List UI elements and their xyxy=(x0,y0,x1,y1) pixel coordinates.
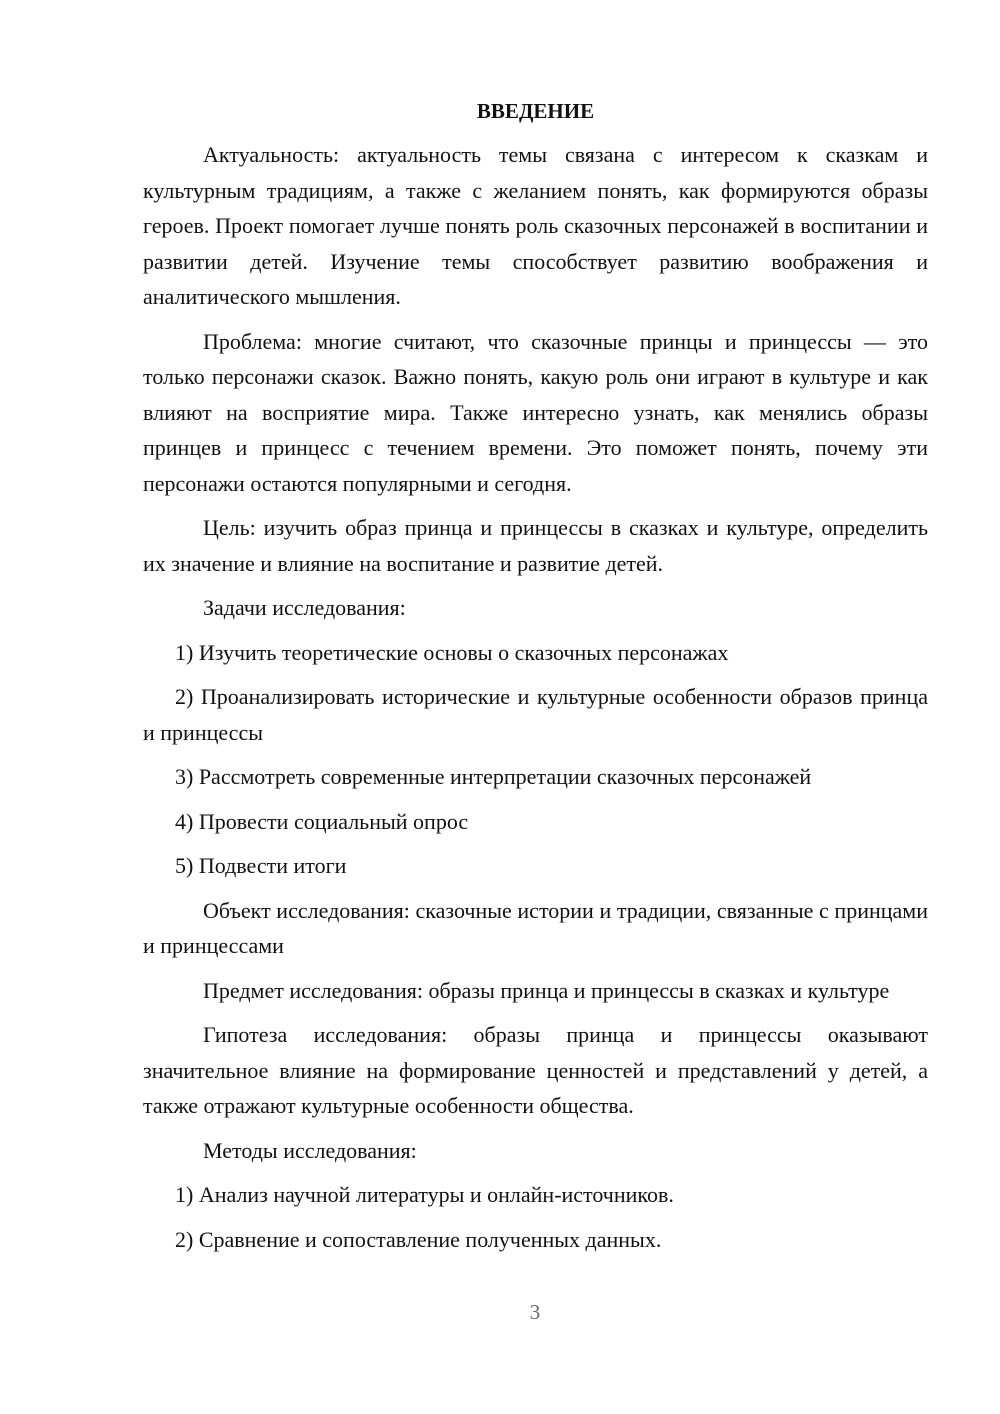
document-body xyxy=(143,95,928,1266)
subject-paragraph: Предмет исследования: образы принца и принцессы в сказках и культуре xyxy=(203,977,890,1003)
relevance-paragraph: Актуальность: актуальность темы связана с интересом к сказкам и культурным традициям, а также с желанием понять, как формируются образы героев. Проект помогает лучше понять роль сказочных персонажей в воспитании и развитии детей. Изучение темы способствует развитию воображения и аналитического мышления. xyxy=(143,142,928,309)
object-paragraph: Объект исследования: сказочные истории и традиции, связанные с принцами и принцессами xyxy=(143,897,928,958)
method-item-1: 1) Анализ научной литературы и онлайн-источников. xyxy=(175,1182,674,1207)
task-item-1: 1) Изучить теоретические основы о сказочных персонажах xyxy=(175,639,729,665)
goal-paragraph: Цель: изучить образ принца и принцессы в сказках и культуре, определить их значение и влияние на воспитание и развитие детей. xyxy=(143,515,928,576)
task-item-5: 5) Подвести итоги xyxy=(175,853,347,878)
task-item-4: 4) Провести социальный опрос xyxy=(175,808,469,834)
section-heading: ВВЕДЕНИЕ xyxy=(476,99,595,123)
problem-paragraph: Проблема: многие считают, что сказочные принцы и принцессы — это только персонажи сказок. Важно понять, какую роль они играют в культуре и как влияют на восприятие мира. Также интересно узнать, как менялись образы принцев и принцесс с течением времени. Это поможет понять, почему эти персонажи остаются популярными и сегодня. xyxy=(143,328,928,496)
hypothesis-paragraph: Гипотеза исследования: образы принца и принцессы оказывают значительное влияние на формирование ценностей и представлений у детей, а также отражают культурные особенности общества. xyxy=(143,1022,928,1118)
task-item-2: 2) Проанализировать исторические и культурные особенности образов принца и принцессы xyxy=(143,684,928,745)
method-item-2: 2) Сравнение и сопоставление полученных данных. xyxy=(175,1226,662,1252)
tasks-heading: Задачи исследования: xyxy=(203,595,406,620)
methods-heading: Методы исследования: xyxy=(203,1137,417,1163)
task-item-3: 3) Рассмотреть современные интерпретации сказочных персонажей xyxy=(175,764,812,789)
page-number: 3 xyxy=(529,1300,541,1324)
